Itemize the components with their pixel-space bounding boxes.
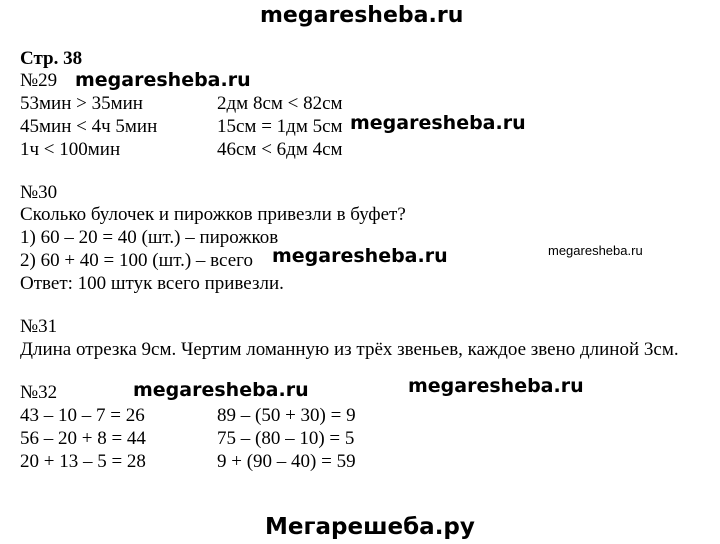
task-30-number: №30 <box>20 182 58 203</box>
task-32-row-1-left: 43 – 10 – 7 = 26 <box>20 405 145 426</box>
task-32-row-3-left: 20 + 13 – 5 = 28 <box>20 451 146 472</box>
watermark: megaresheba.ru <box>408 375 584 397</box>
task-32-row-2-right: 75 – (80 – 10) = 5 <box>217 428 355 449</box>
task-29-row-3-left: 1ч < 100мин <box>20 139 121 160</box>
task-29-row-1-left: 53мин > 35мин <box>20 93 143 114</box>
task-30-step-2: 2) 60 + 40 = 100 (шт.) – всего <box>20 250 253 271</box>
task-30-answer: Ответ: 100 штук всего привезли. <box>20 273 284 294</box>
watermark: megaresheba.ru <box>350 112 526 134</box>
task-29-row-2-right: 15см = 1дм 5см <box>217 116 343 137</box>
watermark: megaresheba.ru <box>75 69 251 91</box>
task-29-row-3-right: 46см < 6дм 4см <box>217 139 343 160</box>
watermark-top: megaresheba.ru <box>260 3 464 28</box>
task-29-row-1-right: 2дм 8см < 82см <box>217 93 343 114</box>
task-30-question: Сколько булочек и пирожков привезли в буфет? <box>20 204 406 225</box>
page-label: Стр. 38 <box>20 48 83 69</box>
task-30-step-1: 1) 60 – 20 = 40 (шт.) – пирожков <box>20 227 279 248</box>
watermark: megaresheba.ru <box>272 245 448 267</box>
watermark: megaresheba.ru <box>548 243 643 258</box>
watermark: megaresheba.ru <box>133 379 309 401</box>
task-32-row-3-right: 9 + (90 – 40) = 59 <box>217 451 356 472</box>
task-32-row-2-left: 56 – 20 + 8 = 44 <box>20 428 146 449</box>
task-31-number: №31 <box>20 316 58 337</box>
task-31-text: Длина отрезка 9см. Чертим ломанную из трёх звеньев, каждое звено длиной 3см. <box>20 339 679 360</box>
task-29-number: №29 <box>20 70 58 91</box>
task-29-row-2-left: 45мин < 4ч 5мин <box>20 116 158 137</box>
watermark-bottom: Мегарешеба.ру <box>265 514 475 540</box>
task-32-number: №32 <box>20 382 58 403</box>
task-32-row-1-right: 89 – (50 + 30) = 9 <box>217 405 356 426</box>
